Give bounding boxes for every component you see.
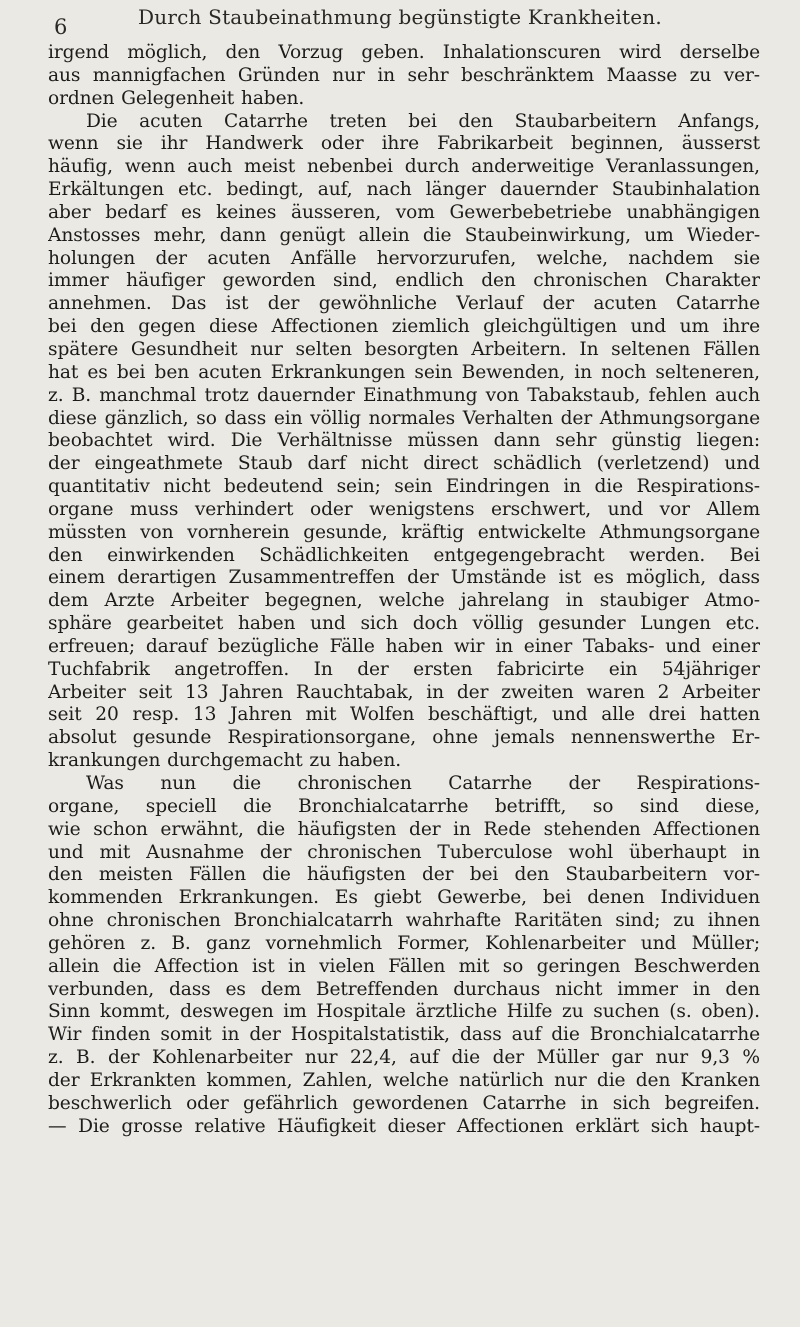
text-line: seit 20 resp. 13 Jahren mit Wolfen beschäftigt, und alle drei hatten [48,704,760,726]
page-number: 6 [54,15,68,39]
text-line: z. B. manchmal trotz dauernder Einathmung von Tabakstaub, fehlen auch [48,384,760,406]
text-line: beobachtet wird. Die Verhältnisse müssen dann sehr günstig liegen: [48,430,760,452]
text-line: aus mannigfachen Gründen nur in sehr beschränktem Maasse zu ver- [48,64,760,86]
text-line: wie schon erwähnt, die häufigsten der in Rede stehenden Affectionen [48,818,760,840]
page-header [50,5,750,39]
text-line: den meisten Fällen die häufigsten der bei den Staubarbeitern vor- [48,864,760,886]
text-line: bei den gegen diese Affectionen ziemlich gleichgültigen und um ihre [48,316,760,338]
text-line: dem Arzte Arbeiter begegnen, welche jahrelang in staubiger Atmo- [48,590,760,612]
text-line: quantitativ nicht bedeutend sein; sein Eindringen in die Respirations- [48,476,760,498]
text-line: beschwerlich oder gefährlich gewordenen Catarrhe in sich begreifen. [48,1092,760,1114]
body-text [48,42,760,1139]
text-line: organe muss verhindert oder wenigstens erschwert, und vor Allem [48,498,760,520]
text-line: Die acuten Catarrhe treten bei den Staubarbeitern Anfangs, [86,110,760,132]
text-line: Anstosses mehr, dann genügt allein die Staubeinwirkung, um Wieder- [48,224,760,246]
text-line: Sinn kommt, deswegen im Hospitale ärztliche Hilfe zu suchen (s. oben). [48,1001,760,1023]
text-line: organe, speciell die Bronchialcatarrhe betrifft, so sind diese, [48,795,760,817]
text-line: holungen der acuten Anfälle hervorzurufen, welche, nachdem sie [48,247,760,269]
text-line: gehören z. B. ganz vornehmlich Former, Kohlenarbeiter und Müller; [48,932,760,954]
text-line: der eingeathmete Staub darf nicht direct schädlich (verletzend) und [48,453,760,475]
text-line: müssten von vornherein gesunde, kräftig entwickelte Athmungsorgane [48,521,760,543]
text-line: ohne chronischen Bronchialcatarrh wahrhafte Raritäten sind; zu ihnen [48,910,760,932]
text-line: kommenden Erkrankungen. Es giebt Gewerbe, bei denen Individuen [48,887,760,909]
text-line: Erkältungen etc. bedingt, auf, nach länger dauernder Staubinhalation [48,179,760,201]
text-line: wenn sie ihr Handwerk oder ihre Fabrikarbeit beginnen, äusserst [48,133,760,155]
text-line: und mit Ausnahme der chronischen Tuberculose wohl überhaupt in [48,841,760,863]
text-line: diese gänzlich, so dass ein völlig normales Verhalten der Athmungsorgane [48,407,760,429]
text-line: Tuchfabrik angetroffen. In der ersten fabricirte ein 54jähriger [48,658,760,680]
text-line: häufig, wenn auch meist nebenbei durch anderweitige Veranlassungen, [48,156,760,178]
text-line: spätere Gesundheit nur selten besorgten Arbeitern. In seltenen Fällen [48,338,760,360]
text-line: immer häufiger geworden sind, endlich den chronischen Charakter [48,270,760,292]
text-line: sphäre gearbeitet haben und sich doch völlig gesunder Lungen etc. [48,613,760,635]
text-line: absolut gesunde Respirationsorgane, ohne jemals nennenswerthe Er- [48,727,760,749]
running-title: Durch Staubeinathmung begünstigte Krankheiten. [138,5,662,29]
text-line: aber bedarf es keines äusseren, vom Gewerbebetriebe unabhängigen [48,201,760,223]
text-line: den einwirkenden Schädlichkeiten entgegengebracht werden. Bei [48,544,760,566]
text-line: verbunden, dass es dem Betreffenden durchaus nicht immer in den [48,978,760,1000]
text-line: — Die grosse relative Häufigkeit dieser Affectionen erklärt sich haupt- [48,1115,760,1137]
text-line: irgend möglich, den Vorzug geben. Inhalationscuren wird derselbe [48,42,760,63]
text-line: Was nun die chronischen Catarrhe der Respirations- [86,773,760,794]
text-line: der Erkrankten kommen, Zahlen, welche natürlich nur die den Kranken [48,1069,760,1091]
text-line: ordnen Gelegenheit haben. [48,87,305,109]
text-line: erfreuen; darauf bezügliche Fälle haben wir in einer Tabaks- und einer [48,635,760,657]
text-line: einem derartigen Zusammentreffen der Umstände ist es möglich, dass [48,567,760,589]
text-line: z. B. der Kohlenarbeiter nur 22,4, auf die der Müller gar nur 9,3 % [48,1047,760,1069]
text-line: Wir finden somit in der Hospitalstatistik, dass auf die Bronchialcatarrhe [48,1024,760,1046]
text-line: allein die Affection ist in vielen Fällen mit so geringen Beschwerden [48,955,760,977]
text-line: krankungen durchgemacht zu haben. [48,750,402,772]
text-line: annehmen. Das ist der gewöhnliche Verlauf der acuten Catarrhe [48,293,760,315]
text-line: Arbeiter seit 13 Jahren Rauchtabak, in der zweiten waren 2 Arbeiter [48,681,760,703]
text-line: hat es bei ben acuten Erkrankungen sein Bewenden, in noch selteneren, [48,361,760,383]
